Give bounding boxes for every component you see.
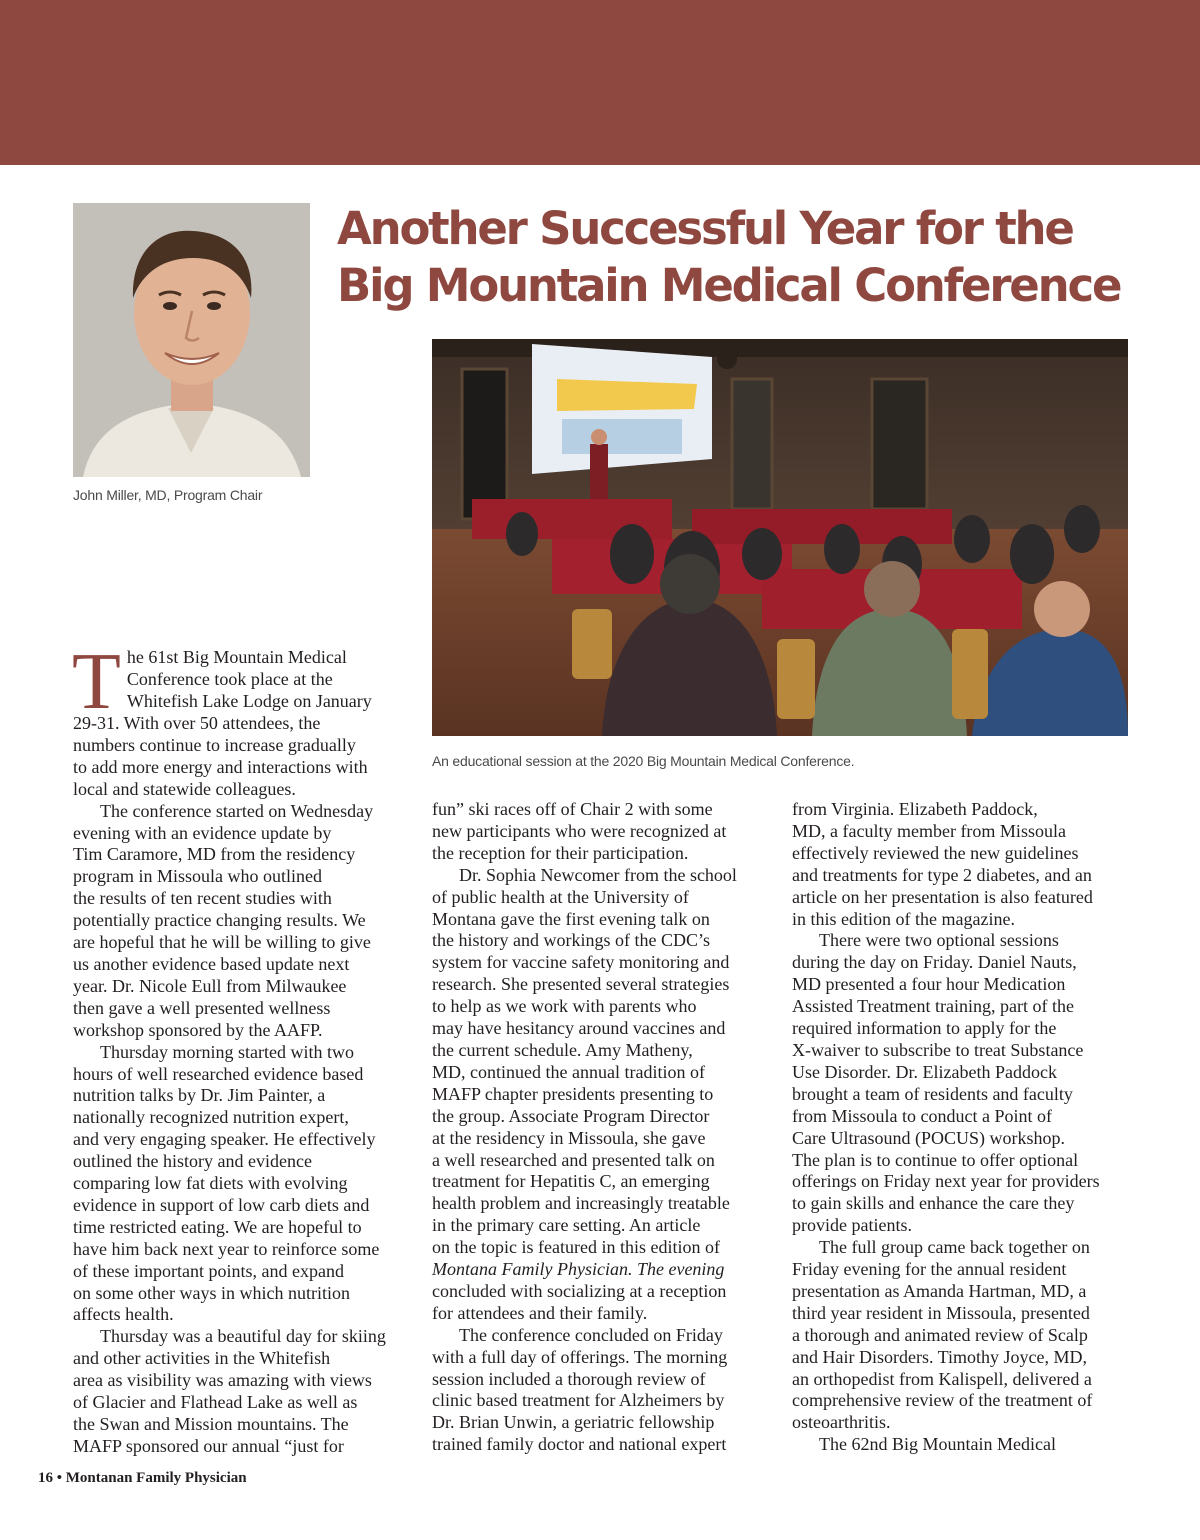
text-line: an orthopedist from Kalispell, delivered a [792,1368,1092,1389]
text-line: research. She presented several strategies [432,974,730,995]
text-line: comprehensive review of the treatment of [792,1390,1093,1411]
text-line: The plan is to continue to offer optional [792,1149,1079,1170]
text-line: time restricted eating. We are hopeful to [73,1216,362,1237]
text-line: third year resident in Missoula, presented [792,1302,1090,1323]
text-line: MD presented a four hour Medication [792,974,1066,995]
text-line: comparing low fat diets with evolving [73,1173,348,1194]
text-line: to gain skills and enhance the care they [792,1193,1075,1214]
text-line: clinic based treatment for Alzheimers by [432,1390,725,1411]
text-line: The conference started on Wednesday [100,800,374,821]
conference-photo [432,339,1128,736]
text-line: MAFP sponsored our annual “just for [73,1435,344,1456]
text-line: 29-31. With over 50 attendees, the [73,713,321,733]
text-line: workshop sponsored by the AAFP. [73,1019,323,1040]
text-line: year. Dr. Nicole Eull from Milwaukee [73,975,347,996]
text-line: then gave a well presented wellness [73,997,331,1018]
text-line: Assisted Treatment training, part of the [792,996,1074,1017]
text-line: evening with an evidence update by [73,822,332,843]
text-line: brought a team of residents and faculty [792,1083,1073,1104]
text-line: concluded with socializing at a reception [432,1280,727,1301]
text-line: Dr. Sophia Newcomer from the school [459,864,737,885]
text-line: new participants who were recognized at [432,820,727,841]
text-line: MD, continued the annual tradition of [432,1061,705,1082]
text-line: evidence in support of low carb diets and [73,1194,370,1215]
text-line: Friday evening for the annual resident [792,1259,1067,1280]
header-band [0,0,1200,165]
text-line: with a full day of offerings. The morning [432,1346,728,1367]
text-line: affects health. [73,1304,174,1325]
text-line: numbers continue to increase gradually [73,734,356,755]
text-line: X-waiver to subscribe to treat Substance [792,1039,1084,1060]
text-line: required information to apply for the [792,1018,1057,1039]
text-line: and treatments for type 2 diabetes, and an [792,864,1092,885]
text-line: nationally recognized nutrition expert, [73,1107,349,1128]
text-line: of Glacier and Flathead Lake as well as [73,1392,358,1413]
text-line: the history and workings of the CDC’s [432,930,710,951]
text-line: The conference concluded on Friday [459,1324,723,1345]
text-line: and Hair Disorders. Timothy Joyce, MD, [792,1346,1087,1367]
text-line: to help as we work with parents who [432,996,697,1017]
page-footer: 16 • Montanan Family Physician [38,1470,247,1486]
text-line: trained family doctor and national expert [432,1434,727,1455]
text-line: us another evidence based update next [73,953,350,974]
text-line: The 62nd Big Mountain Medical [819,1434,1056,1455]
text-line: in this edition of the magazine. [792,908,1015,929]
text-line: local and statewide colleagues. [73,778,296,799]
text-line: fun” ski races off of Chair 2 with some [432,799,713,819]
text-line: Dr. Brian Unwin, a geriatric fellowship [432,1412,715,1433]
text-line: Whitefish Lake Lodge on January [126,690,372,711]
text-line: Thursday was a beautiful day for skiing [100,1326,386,1347]
text-line: Use Disorder. Dr. Elizabeth Paddock [792,1061,1057,1082]
article-title: Another Successful Year for the Big Mountain Medical Conference [337,202,1121,312]
text-line: Conference took place at the [126,668,333,689]
text-line: program in Missoula who outlined [73,866,322,887]
text-line: of public health at the University of [432,886,689,907]
text-line: article on her presentation is also featured [792,886,1093,907]
headshot-photo [73,203,310,477]
text-line: MD, a faculty member from Missoula [792,820,1066,841]
text-line: have him back next year to reinforce some [73,1238,380,1259]
text-line: in the primary care setting. An article [432,1215,701,1236]
photo-caption: An educational session at the 2020 Big Mountain Medical Conference. [432,753,855,769]
text-line: from Missoula to conduct a Point of [792,1105,1052,1126]
drop-cap: T [72,638,121,726]
text-line: from Virginia. Elizabeth Paddock, [792,799,1038,819]
text-line: on some other ways in which nutrition [73,1282,350,1303]
text-line: during the day on Friday. Daniel Nauts, [792,952,1077,973]
text-line: session included a thorough review of [432,1368,706,1389]
text-line: presentation as Amanda Hartman, MD, a [792,1280,1087,1301]
text-line: Thursday morning started with two [100,1041,354,1062]
text-line: potentially practice changing results. We [73,910,366,931]
text-line: Care Ultrasound (POCUS) workshop. [792,1127,1065,1148]
text-line: system for vaccine safety monitoring and [432,952,730,973]
article-column-3 [792,799,1137,1456]
text-line: nutrition talks by Dr. Jim Painter, a [73,1085,326,1106]
article-column-1 [72,638,413,1458]
text-line: MAFP chapter presidents presenting to [432,1083,714,1104]
text-line: a well researched and presented talk on [432,1149,715,1170]
headshot-caption: John Miller, MD, Program Chair [73,487,263,503]
text-line: the reception for their participation. [432,842,689,863]
text-line: Montana gave the first evening talk on [432,908,710,929]
text-line: are hopeful that he will be willing to give [73,932,371,953]
text-line: outlined the history and evidence [73,1151,312,1172]
text-line: the group. Associate Program Director [432,1105,710,1126]
article-column-2 [432,799,772,1456]
text-line: offerings on Friday next year for providers [792,1171,1100,1192]
text-line: at the residency in Missoula, she gave [432,1127,706,1148]
text-line: Montana Family Physician. The evening [432,1259,725,1280]
text-line: The full group came back together on [819,1237,1090,1258]
text-line: health problem and increasingly treatable [432,1193,730,1214]
text-line: osteoarthritis. [792,1412,891,1433]
text-line: on the topic is featured in this edition of [432,1237,720,1258]
text-line: treatment for Hepatitis C, an emerging [432,1171,710,1192]
text-line: Tim Caramore, MD from the residency [73,844,356,865]
text-line: effectively reviewed the new guidelines [792,842,1079,863]
text-line: the Swan and Mission mountains. The [73,1414,349,1434]
text-line: to add more energy and interactions with [73,756,368,777]
text-line: area as visibility was amazing with views [73,1370,372,1391]
text-line: There were two optional sessions [819,930,1059,951]
text-line: he 61st Big Mountain Medical [126,647,347,667]
text-line: provide patients. [792,1215,912,1236]
text-line: hours of well researched evidence based [73,1063,364,1084]
text-line: and other activities in the Whitefish [73,1348,331,1369]
text-line: a thorough and animated review of Scalp [792,1324,1088,1345]
text-line: and very engaging speaker. He effectively [73,1129,376,1150]
text-line: the results of ten recent studies with [73,888,332,909]
text-line: of these important points, and expand [73,1260,344,1281]
text-line: for attendees and their family. [432,1302,648,1323]
text-line: may have hesitancy around vaccines and [432,1018,726,1039]
text-line: the current schedule. Amy Matheny, [432,1039,693,1060]
